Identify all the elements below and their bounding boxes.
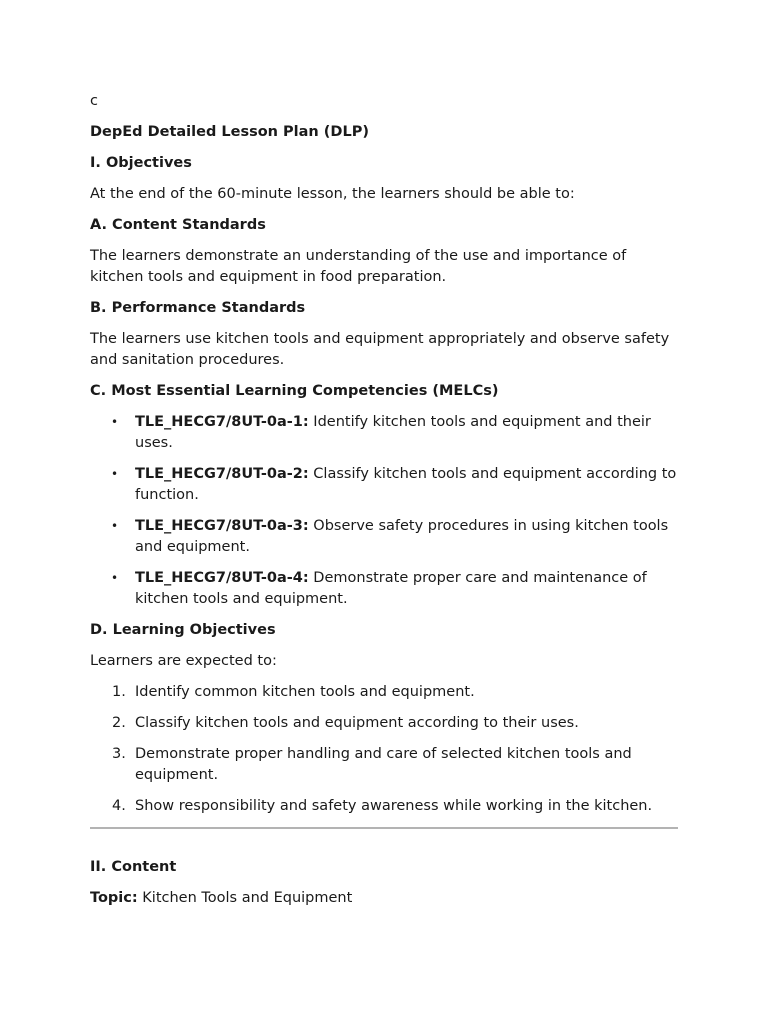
content-standards-heading: A. Content Standards: [90, 217, 266, 233]
learning-objective-item: [112, 796, 678, 817]
melc-item: [111, 516, 678, 558]
content-standards-text: The learners demonstrate an understanding of the use and importance of kitchen tools and equipment in food preparation.: [90, 248, 627, 285]
melc-text: Demonstrate proper care and maintenance of kitchen tools and equipment.: [135, 570, 647, 607]
bullet-icon: •: [111, 571, 119, 585]
melcs-heading: C. Most Essential Learning Competencies (MELCs): [90, 383, 499, 399]
melc-text: Observe safety procedures in using kitchen tools and equipment.: [135, 518, 669, 555]
item-number: 1.: [112, 684, 126, 700]
topic-label: Topic:: [90, 890, 138, 906]
performance-standards-text: The learners use kitchen tools and equipment appropriately and observe safety and sanitation procedures.: [90, 331, 670, 368]
melc-item: [111, 412, 678, 454]
objectives-heading: I. Objectives: [90, 155, 192, 171]
melc-item: [111, 568, 678, 610]
learning-objective-item: [112, 682, 678, 703]
learning-objectives-heading: D. Learning Objectives: [90, 622, 276, 638]
objectives-intro: At the end of the 60-minute lesson, the learners should be able to:: [90, 186, 575, 202]
melc-code: TLE_HECG7/8UT-0a-3:: [135, 518, 309, 534]
bullet-icon: •: [111, 467, 119, 481]
stray-character: c: [90, 93, 98, 109]
melc-text: Identify kitchen tools and equipment and their uses.: [135, 414, 651, 451]
bullet-icon: •: [111, 519, 119, 533]
learning-objective-text: Classify kitchen tools and equipment according to their uses.: [135, 715, 579, 731]
learning-objective-item: [112, 744, 678, 786]
content-heading: II. Content: [90, 859, 177, 875]
melc-code: TLE_HECG7/8UT-0a-1:: [135, 414, 309, 430]
document-title: DepEd Detailed Lesson Plan (DLP): [90, 124, 369, 140]
item-number: 2.: [112, 715, 126, 731]
melc-code: TLE_HECG7/8UT-0a-2:: [135, 466, 309, 482]
performance-standards-heading: B. Performance Standards: [90, 300, 306, 316]
melc-code: TLE_HECG7/8UT-0a-4:: [135, 570, 309, 586]
topic-line: [90, 888, 678, 909]
section-divider: [90, 827, 678, 829]
melc-item: [111, 464, 678, 506]
learning-objectives-list: [90, 682, 678, 817]
item-number: 4.: [112, 798, 126, 814]
bullet-icon: •: [111, 415, 119, 429]
melc-text: Classify kitchen tools and equipment according to function.: [135, 466, 677, 503]
learning-objectives-intro: Learners are expected to:: [90, 653, 277, 669]
topic-value: Kitchen Tools and Equipment: [137, 890, 353, 906]
learning-objective-text: Identify common kitchen tools and equipment.: [135, 684, 475, 700]
learning-objective-text: Demonstrate proper handling and care of selected kitchen tools and equipment.: [135, 746, 632, 783]
melcs-list: [90, 412, 678, 610]
item-number: 3.: [112, 746, 126, 762]
learning-objective-item: [112, 713, 678, 734]
learning-objective-text: Show responsibility and safety awareness while working in the kitchen.: [135, 798, 653, 814]
